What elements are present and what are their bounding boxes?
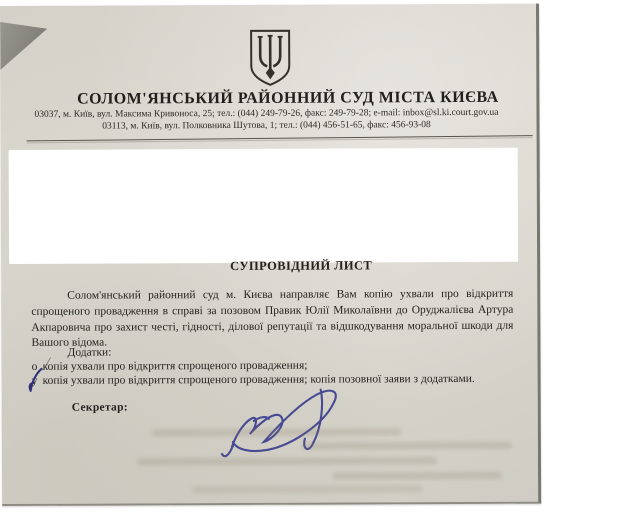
document-title: СУПРОВІДНИЙ ЛИСТ: [230, 258, 373, 273]
redaction-box: [9, 148, 518, 264]
header-divider: [27, 135, 533, 141]
page-corner-shadow: [0, 20, 50, 72]
attachments-label: Додатки:: [67, 346, 112, 359]
court-address-line1: 03037, м. Київ, вул. Максима Кривоноса, 25; тел.: (044) 249-79-26, факс: 249-79-28; e-mail: inbox@sl.ki.court.gov.ua: [34, 107, 499, 120]
secretary-label: Секретар:: [71, 401, 128, 414]
bleed-through-artifact: [302, 442, 512, 450]
court-address-line2: 03113, м. Київ, вул. Полковника Шутова, 1; тел.: (044) 456-51-65, факс: 456-93-08: [102, 120, 431, 132]
document-page: [0, 4, 541, 506]
attachment-2-marker: у: [31, 374, 38, 387]
bleed-through-artifact: [152, 428, 402, 436]
attachment-1-marker: о: [31, 360, 38, 373]
bleed-through-artifact: [192, 485, 422, 493]
body-paragraph: Солом'янський районний суд м. Києва направляє Вам копію ухвали про відкриття спрощеного провадження в справі за позовом Правик Юлії Миколаївни до Оруджалієва Артура Акпаровича про захист честі, гідності, ділової репутації та відшкодування моральної шкоди для Вашого відома.: [31, 287, 514, 350]
attachment-item-1: [32, 360, 308, 373]
bleed-through-artifact: [137, 457, 437, 465]
attachment-2-text: копія ухвали про відкриття спрощеного провадження; копія позовної заяви з додатками.: [42, 372, 475, 387]
bleed-through-artifact: [332, 472, 502, 480]
trident-emblem-icon: [247, 29, 293, 89]
pen-tick-mark: [27, 367, 45, 393]
court-name: СОЛОМ'ЯНСЬКИЙ РАЙОННИЙ СУД МІСТА КИЄВА: [77, 88, 499, 108]
attachment-1-text: копія ухвали про відкриття спрощеного провадження;: [42, 359, 308, 373]
